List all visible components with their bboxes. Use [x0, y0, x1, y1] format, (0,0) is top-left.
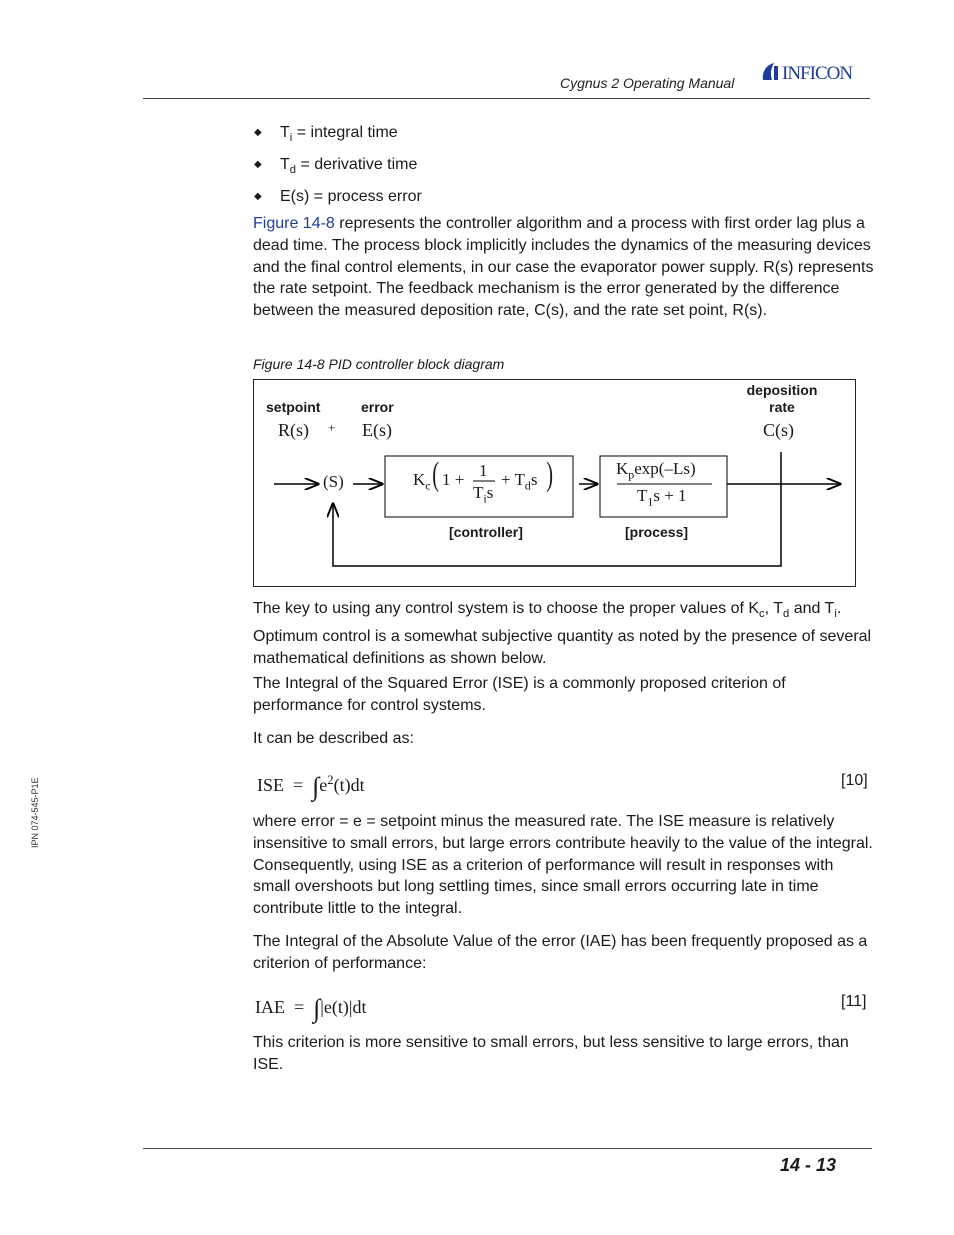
- logo-text: INFICON: [782, 63, 853, 84]
- inficon-logo: [760, 60, 875, 84]
- setpoint-label: setpoint: [266, 399, 321, 415]
- summing-junction: (S): [323, 472, 344, 491]
- process-denominator: $T_1s + 1$: [637, 486, 687, 509]
- left-paren: (: [432, 456, 440, 493]
- diamond-bullet-icon: ◆: [254, 159, 262, 170]
- diamond-bullet-icon: ◆: [254, 127, 262, 138]
- paragraph: Figure 14-8 represents the controller algorithm and a process with first order lag plus a dead time. The process block implicitly includes the dynamics of the measuring devices and the final control elements, in our case the evaporator power supply. R(s) represents the rate setpoint. The feedback mechanism is the error generated by the difference between the measured deposition rate, C(s), and the rate set point, R(s).: [253, 215, 874, 320]
- definition-list: [253, 117, 873, 213]
- process-caption: [process]: [625, 524, 689, 540]
- header-rule: [143, 98, 870, 99]
- paragraph: The key to using any control system is to choose the proper values of $K_c$, $T_d$ and $T_i$. Optimum control is a somewhat subjective quantity as noted by the presence of several mathematical definitions as shown below.: [253, 600, 872, 667]
- controller-caption: [controller]: [449, 524, 523, 540]
- output-symbol: C(s): [763, 420, 794, 440]
- paragraph: This criterion is more sensitive to small errors, but less sensitive to large errors, than ISE.: [253, 1034, 849, 1073]
- deposition-label: deposition: [746, 382, 818, 398]
- document-id: IPN 074-545-P1E: [30, 777, 40, 848]
- equation-number: [11]: [841, 993, 867, 1010]
- figure-caption: Figure 14-8 PID controller block diagram: [253, 356, 505, 372]
- diamond-bullet-icon: ◆: [254, 191, 262, 202]
- list-item: ◆ E(s) = process error: [253, 181, 873, 213]
- process-numerator: $K_p\exp(-Ls)$: [616, 459, 696, 482]
- pid-block-diagram: setpoint error deposition rate R(s) + E(s) C(s) (S) $K_c$ ( 1 + 1 $T_is$ + $T_ds$ ) $K_p\exp(-Ls)$ $T_1s + 1$ [controller] [process]: [253, 379, 856, 587]
- setpoint-symbol: R(s): [278, 420, 309, 440]
- equation-iae: IAE = ∫|e(t)|dt: [255, 994, 367, 1023]
- paragraph: It can be described as:: [253, 730, 414, 747]
- paragraph: The Integral of the Absolute Value of the error (IAE) has been frequently proposed as a criterion of performance:: [253, 933, 868, 972]
- paragraph: The Integral of the Squared Error (ISE) is a commonly proposed criterion of performance for control systems.: [253, 675, 786, 714]
- page-number: 14 - 13: [780, 1155, 837, 1175]
- controller-gain: $K_c$: [413, 470, 431, 493]
- manual-title: Cygnus 2 Operating Manual: [560, 75, 735, 91]
- footer-rule: [143, 1148, 872, 1149]
- right-paren: ): [546, 456, 554, 493]
- equation-number: [10]: [841, 772, 868, 789]
- rate-label: rate: [769, 399, 795, 415]
- list-item: ◆ $T_d$ = derivative time: [253, 149, 873, 181]
- list-item: ◆ $T_i$ = integral time: [253, 117, 873, 149]
- error-label: error: [361, 399, 394, 415]
- figure-link[interactable]: Figure 14-8: [253, 215, 335, 232]
- equation-ise: ISE = $\int e^2(t)dt$: [257, 772, 365, 801]
- paragraph: where error = e = setpoint minus the measured rate. The ISE measure is relatively insensitive to small errors, but large errors contribute heavily to the value of the integral. Consequently, using ISE as a criterion of performance will result in responses with small overshoots but long settling times, since small errors occurring late in time contribute little to the integral.: [253, 813, 873, 918]
- feedback-path: [333, 484, 781, 566]
- plus-sign: +: [328, 420, 336, 435]
- error-symbol: E(s): [362, 420, 392, 440]
